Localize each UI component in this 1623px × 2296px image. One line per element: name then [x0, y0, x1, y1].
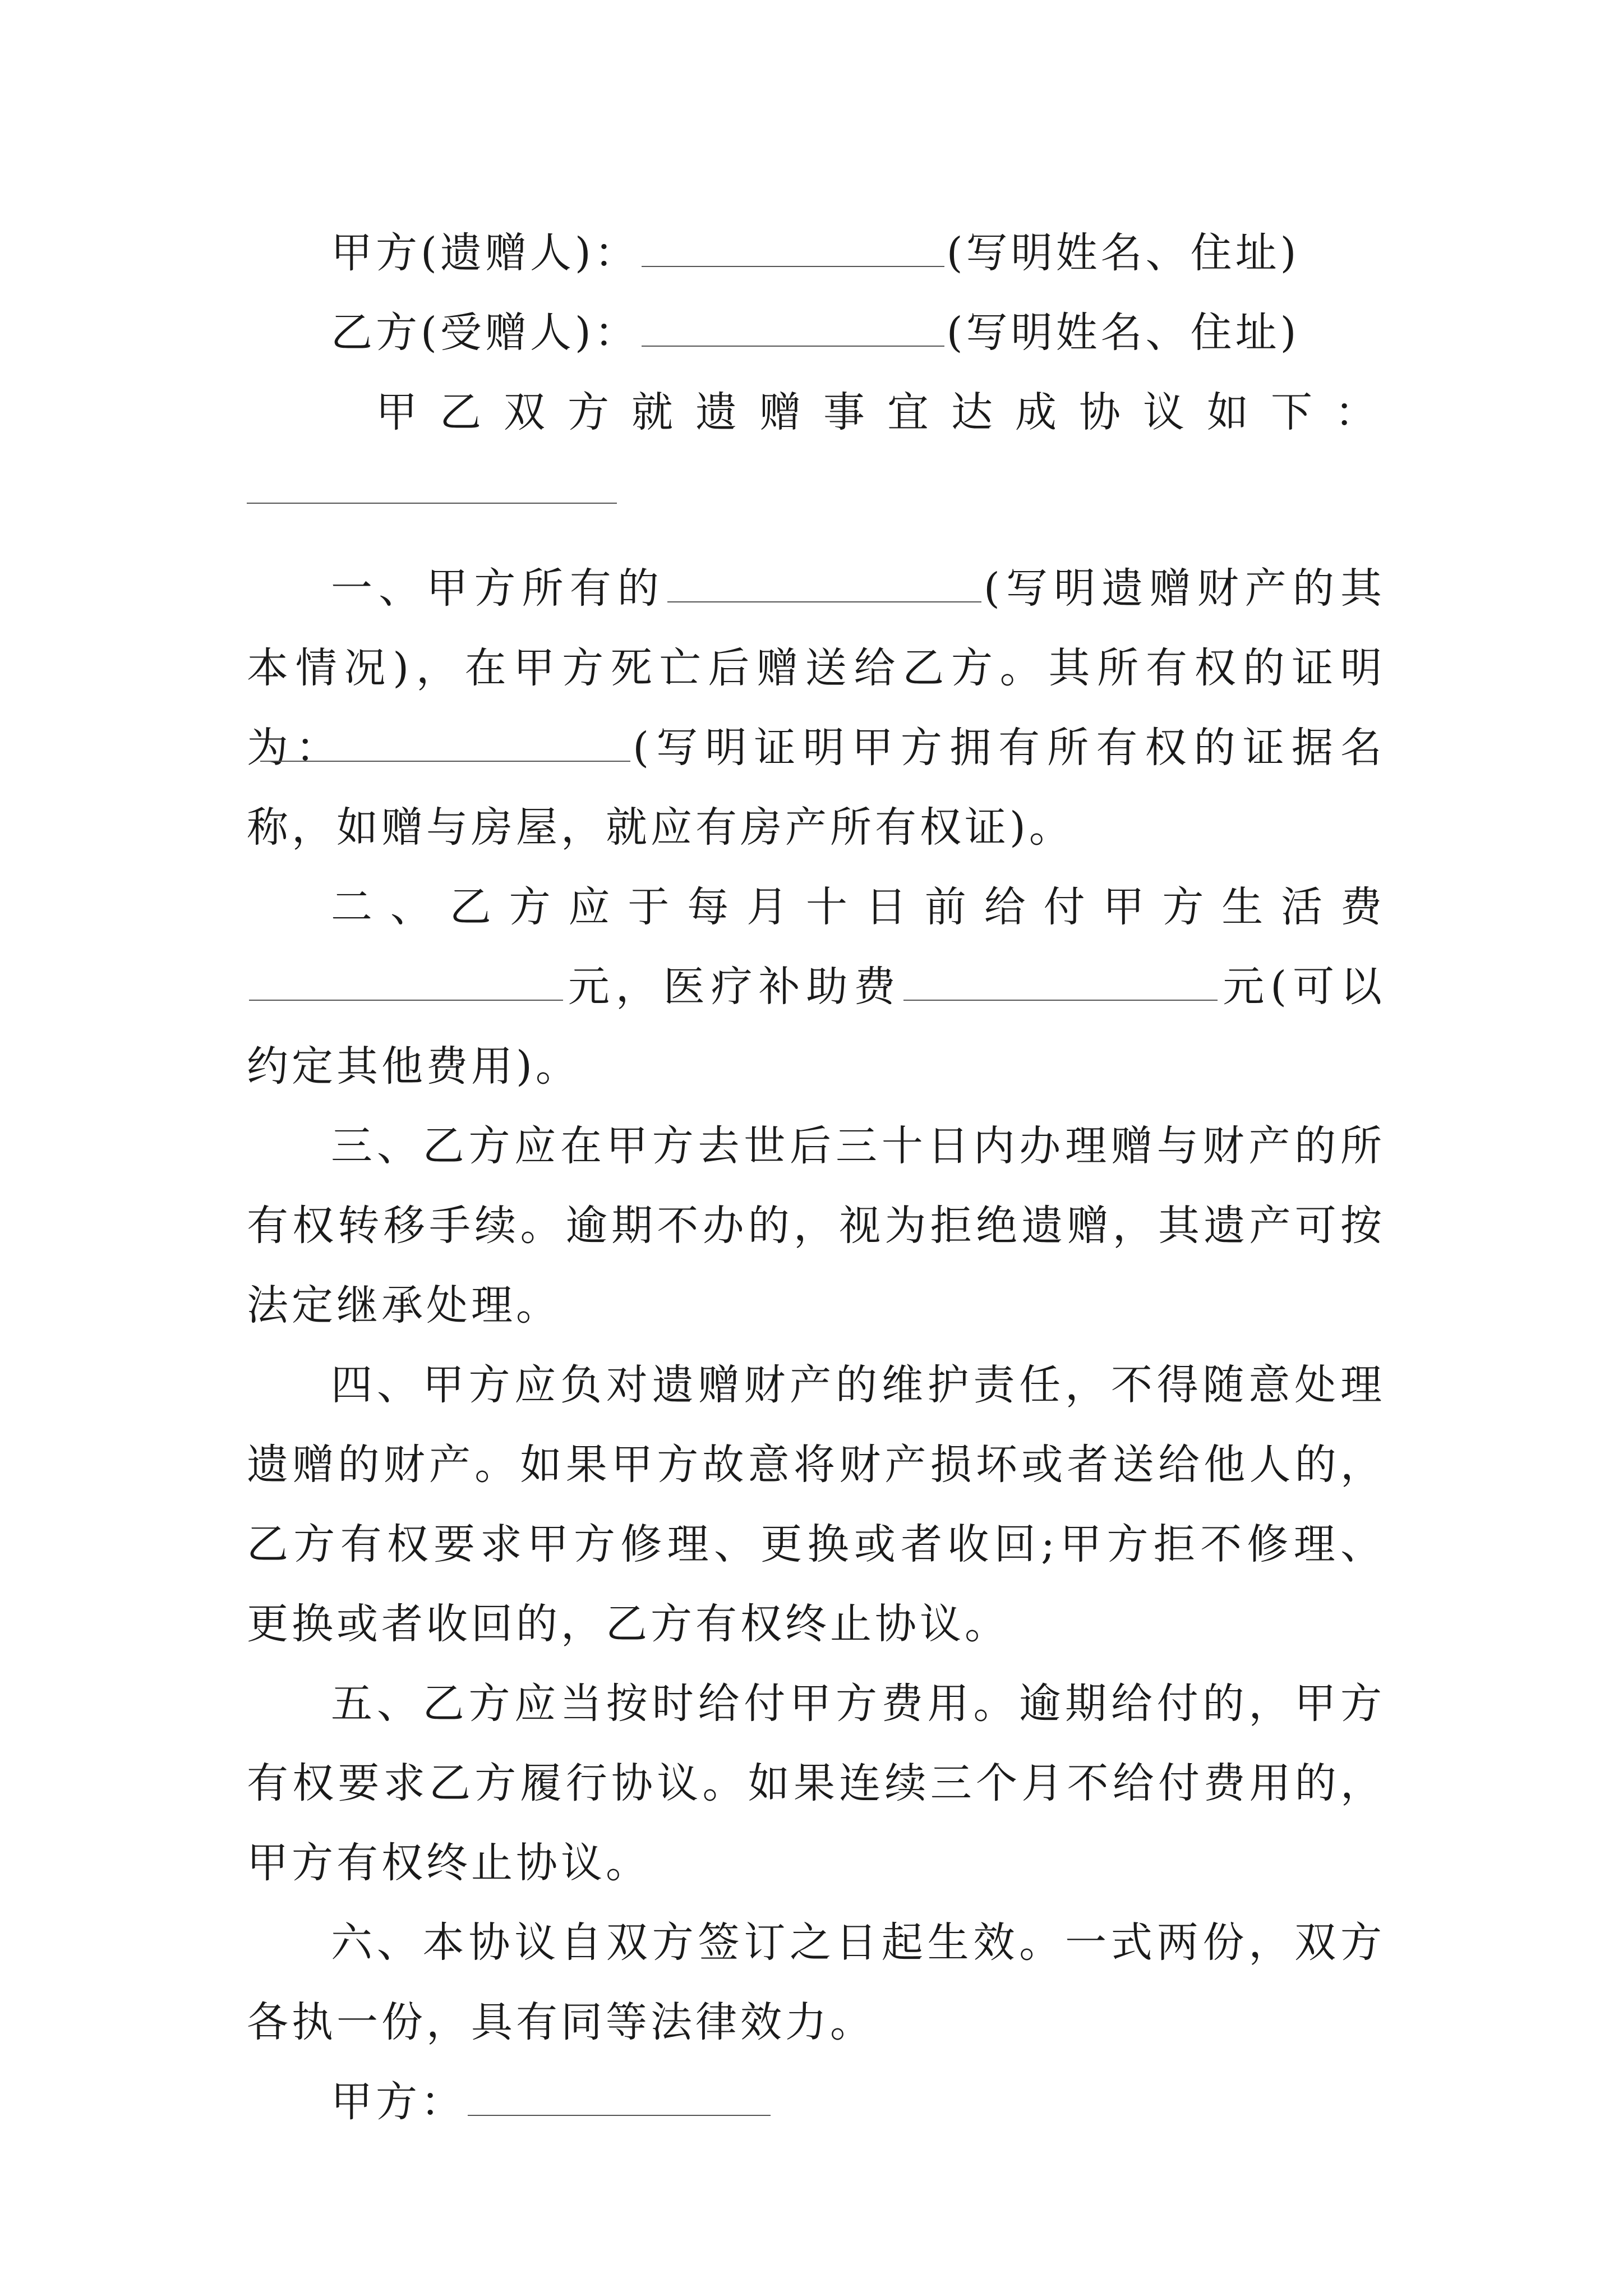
clause-1-end: (写明证明甲方拥有所有权的证据名称，如赠与房屋，就应有房产所有权证)。: [247, 724, 1385, 852]
clause-1-property-blank[interactable]: [667, 568, 981, 602]
clause-1-middle: (写明遗赠财产的其本情况)，在甲方死亡后赠送给乙方。其所有权的证明为：: [247, 564, 1386, 772]
party-a-hint: (写明姓名、住址): [946, 229, 1300, 277]
party-b-label: 乙方(受赠人)：: [331, 309, 639, 357]
clause-4: 四、甲方应负对遗赠财产的维护责任，不得随意处理遗赠的财产。如果甲方故意将财产损坏或者送给他人的，乙方有权要求甲方修理、更换或者收回;甲方拒不修理、更换或者收回的，乙方有权终止协议。: [247, 1361, 1385, 1648]
clause-2-medical-fee-blank[interactable]: [903, 966, 1218, 1001]
party-a-sign-blank[interactable]: [468, 2081, 771, 2116]
intro-blank-line: [247, 452, 1385, 532]
party-a-label: 甲方(遗赠人)：: [331, 229, 639, 277]
party-a-sign-label: 甲方：: [331, 2078, 465, 2126]
clause-1-start: 一、甲方所有的: [331, 564, 665, 613]
intro-blank[interactable]: [247, 469, 617, 504]
party-a-line: [247, 213, 1385, 293]
party-b-hint: (写明姓名、住址): [946, 309, 1300, 357]
party-b-blank[interactable]: [642, 312, 944, 347]
clause-3: 三、乙方应在甲方去世后三十日内办理赠与财产的所有权转移手续。逾期不办的，视为拒绝遗赠，其遗产可按法定继承处理。: [247, 1122, 1385, 1329]
clause-2: [247, 867, 1385, 1106]
clause-2-middle: 元，医疗补助费: [565, 963, 902, 1011]
clause-1-proof-blank[interactable]: [260, 727, 630, 762]
clause-2-end: 元(可以约定其他费用)。: [247, 963, 1385, 1091]
signature-line: [247, 2062, 1385, 2142]
party-b-line: [247, 293, 1385, 372]
clause-2-living-fee-blank[interactable]: [249, 966, 563, 1001]
clause-2-start: 二、乙方应于每月十日前给付甲方生活费: [331, 883, 1385, 931]
clause-6: 六、本协议自双方签订之日起生效。一式两份，双方各执一份，具有同等法律效力。: [247, 1918, 1385, 2046]
clause-1: [247, 549, 1385, 867]
agreement-document: [247, 213, 1399, 2142]
party-a-blank[interactable]: [642, 232, 944, 267]
intro-line: 甲乙双方就遗赠事宜达成协议如下：: [376, 388, 1399, 436]
clause-5: 五、乙方应当按时给付甲方费用。逾期给付的，甲方有权要求乙方履行协议。如果连续三个月不给付费用的，甲方有权终止协议。: [247, 1680, 1385, 1887]
